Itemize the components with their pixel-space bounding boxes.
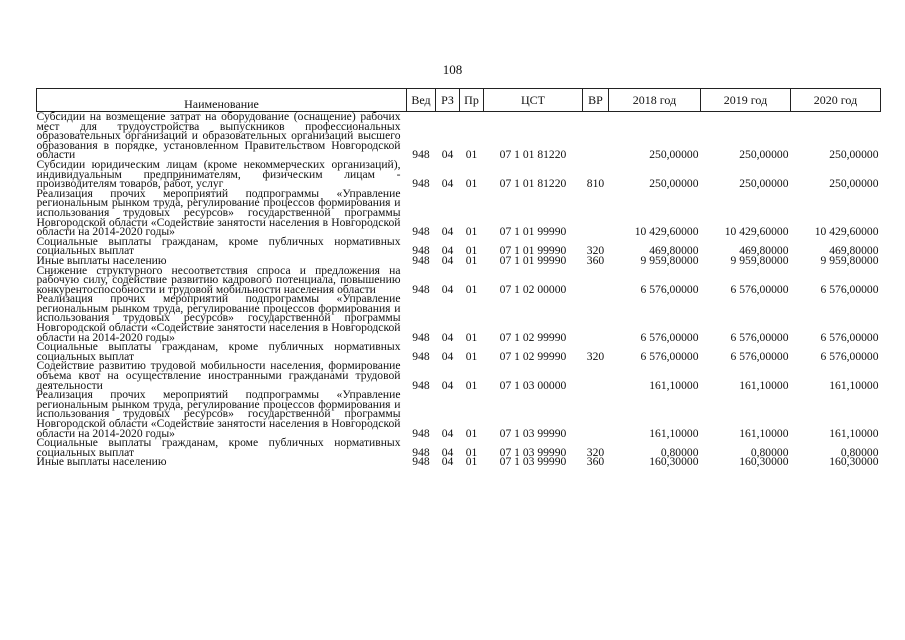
cell-rz: 04 [441,282,454,296]
cell-rz: 04 [441,349,454,363]
cell-ved: 948 [412,177,430,191]
cell-2019: 6 576,00000 [730,330,789,344]
table-row [37,112,881,160]
column-header-ved: Вед [407,89,436,112]
column-header-rz: РЗ [436,89,460,112]
cell-vr: 320 [586,244,605,258]
cell-cst: 07 1 02 00000 [499,282,567,296]
cell-2020: 6 576,00000 [820,330,879,344]
cell-vr: 360 [586,253,605,267]
table-header-row [37,89,881,112]
cell-2020: 6 576,00000 [820,349,879,363]
cell-pr: 01 [465,330,478,344]
cell-cst: 07 1 01 99990 [499,253,567,267]
table-row [37,189,881,237]
cell-vr: 810 [586,177,605,191]
cell-name: Снижение структурного несоответствия спроса и предложения на рабочую силу, содействие развитию кадрового потенциала, повышению конкурентоспособности и трудовой мобильности населения области [36,263,401,296]
cell-rz: 04 [441,455,454,469]
column-header-cst: ЦСТ [484,89,583,112]
cell-2020: 469,80000 [829,244,879,258]
cell-cst: 07 1 03 99990 [499,445,567,459]
cell-2019: 161,10000 [739,426,789,440]
cell-cst: 07 1 01 99990 [499,244,567,258]
cell-cst: 07 1 01 81220 [499,148,567,162]
table-body [37,112,881,467]
table-row [37,266,881,295]
cell-2020: 0,80000 [840,445,879,459]
cell-rz: 04 [441,445,454,459]
cell-2018: 6 576,00000 [640,282,699,296]
table-row [37,294,881,342]
cell-2019: 469,80000 [739,244,789,258]
cell-ved: 948 [412,445,430,459]
cell-rz: 04 [441,148,454,162]
cell-name: Реализация прочих мероприятий подпрограммы «Управление региональным рынком труда, регулирование процессов формирования и использования трудовых ресурсов» государственной программы Новгородской области «Содействие занятости населения в Новгородской области на 2014-2020 годы» [36,292,401,344]
cell-2019: 250,00000 [739,177,789,191]
column-header-name: Наименование [37,89,407,112]
cell-vr [583,294,609,342]
cell-pr: 01 [465,445,478,459]
cell-ved: 948 [412,148,430,162]
table-row [37,160,881,189]
cell-rz: 04 [441,225,454,239]
cell-ved: 948 [412,225,430,239]
cell-rz: 04 [441,426,454,440]
cell-2019: 161,10000 [739,378,789,392]
cell-2020: 250,00000 [829,177,879,191]
cell-pr: 01 [465,426,478,440]
cell-pr: 01 [465,148,478,162]
cell-vr [583,390,609,438]
cell-2018: 6 576,00000 [640,330,699,344]
cell-rz: 04 [441,244,454,258]
cell-2018: 161,10000 [649,378,699,392]
cell-pr: 01 [465,378,478,392]
cell-2020: 160,30000 [829,455,879,469]
cell-vr: 320 [586,445,605,459]
cell-pr: 01 [465,244,478,258]
cell-cst: 07 1 03 99990 [499,426,567,440]
cell-2018: 0,80000 [660,445,699,459]
cell-2018: 250,00000 [649,177,699,191]
cell-name: Иные выплаты населению [36,253,167,267]
table-row [37,390,881,438]
cell-2020: 6 576,00000 [820,282,879,296]
cell-ved: 948 [412,455,430,469]
column-header-vr: ВР [583,89,609,112]
column-header-2019: 2019 год [701,89,791,112]
cell-cst: 07 1 03 99990 [499,455,567,469]
cell-rz: 04 [441,253,454,267]
table-row [37,361,881,390]
cell-name: Содействие развитию трудовой мобильности населения, формирование объема квот на осуществление иностранными гражданами трудовой деятельности [36,359,401,392]
cell-ved: 948 [412,378,430,392]
cell-name: Субсидии на возмещение затрат на оборудование (оснащение) рабочих мест для трудоустройства выпускников профессиональных образовательных организаций и образовательных организаций высшего образования в порядке, установленном Правительством Новгородской области [36,110,401,162]
cell-vr: 360 [586,455,605,469]
cell-name: Социальные выплаты гражданам, кроме публичных нормативных социальных выплат [36,234,401,258]
cell-2018: 161,10000 [649,426,699,440]
page-number: 108 [442,62,463,77]
cell-2018: 6 576,00000 [640,349,699,363]
budget-table [36,88,881,467]
cell-name: Социальные выплаты гражданам, кроме публичных нормативных социальных выплат [36,340,401,363]
cell-pr: 01 [465,282,478,296]
cell-2018: 469,80000 [649,244,699,258]
cell-2020: 161,10000 [829,426,879,440]
cell-cst: 07 1 01 81220 [499,177,567,191]
cell-2020: 9 959,80000 [820,253,879,267]
cell-2020: 161,10000 [829,378,879,392]
cell-rz: 04 [441,177,454,191]
cell-ved: 948 [412,426,430,440]
cell-2018: 9 959,80000 [640,253,699,267]
column-header-pr: Пр [460,89,484,112]
cell-2018: 250,00000 [649,148,699,162]
cell-ved: 948 [412,244,430,258]
cell-ved: 948 [412,349,430,363]
cell-2019: 9 959,80000 [730,253,789,267]
column-header-2018: 2018 год [609,89,701,112]
cell-name: Субсидии юридическим лицам (кроме некоммерческих организаций), индивидуальным предпринимателям, физическим лицам - производителям товаров, работ, услуг [36,157,401,191]
cell-2019: 250,00000 [739,148,789,162]
cell-2019: 0,80000 [750,445,789,459]
cell-pr: 01 [465,349,478,363]
cell-2019: 6 576,00000 [730,349,789,363]
cell-vr [583,189,609,237]
cell-pr: 01 [465,225,478,239]
cell-rz: 04 [441,378,454,392]
cell-rz: 04 [441,330,454,344]
cell-ved: 948 [412,282,430,296]
cell-2019: 160,30000 [739,455,789,469]
cell-cst: 07 1 03 00000 [499,378,567,392]
cell-ved: 948 [412,330,430,344]
cell-cst: 07 1 02 99990 [499,330,567,344]
table-row [37,457,881,467]
cell-pr: 01 [465,177,478,191]
cell-pr: 01 [465,253,478,267]
cell-2018: 160,30000 [649,455,699,469]
cell-name: Социальные выплаты гражданам, кроме публичных нормативных социальных выплат [36,436,401,459]
cell-2020: 250,00000 [829,148,879,162]
cell-vr [583,361,609,390]
cell-2018: 10 429,60000 [634,225,699,239]
cell-name: Реализация прочих мероприятий подпрограммы «Управление региональным рынком труда, регулирование процессов формирования и использования трудовых ресурсов» государственной программы Новгородской области «Содействие занятости населения в Новгородской области на 2014-2020 годы» [36,388,401,440]
cell-vr [583,112,609,160]
cell-ved: 948 [412,253,430,267]
cell-2019: 6 576,00000 [730,282,789,296]
cell-vr [583,266,609,295]
column-header-2020: 2020 год [791,89,881,112]
cell-name: Иные выплаты населению [36,455,167,469]
cell-pr: 01 [465,455,478,469]
cell-2019: 10 429,60000 [724,225,789,239]
cell-name: Реализация прочих мероприятий подпрограммы «Управление региональным рынком труда, регулирование процессов формирования и использования трудовых ресурсов» государственной программы Новгородской области «Содействие занятости населения в Новгородской области на 2014-2020 годы» [36,186,401,239]
cell-2020: 10 429,60000 [814,225,879,239]
cell-cst: 07 1 02 99990 [499,349,567,363]
cell-vr: 320 [586,349,605,363]
cell-cst: 07 1 01 99990 [499,225,567,239]
